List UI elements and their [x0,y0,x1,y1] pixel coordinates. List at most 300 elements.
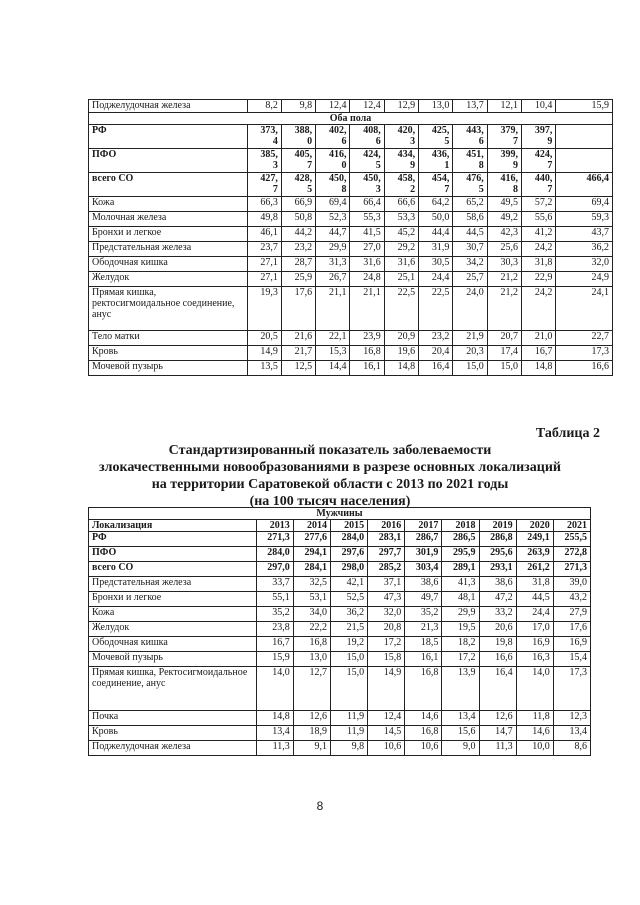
value-cell: 25,1 [384,272,418,287]
value-cell: 261,2 [516,562,553,577]
table-row [89,212,613,227]
column-header-cell: 2015 [330,520,367,532]
value-cell: 295,9 [442,547,479,562]
table-row [89,652,591,667]
value-cell: 27,9 [553,607,590,622]
value-cell: 24,4 [516,607,553,622]
table-row [89,272,613,287]
value-cell: 458, 2 [384,173,418,197]
value-cell: 31,6 [350,257,384,272]
value-cell: 14,8 [256,711,293,726]
value-cell: 20,3 [453,346,487,361]
value-cell: 379, 7 [487,125,521,149]
value-cell: 18,2 [442,637,479,652]
value-cell: 13,0 [293,652,330,667]
table-row [89,197,613,212]
value-cell: 283,1 [368,532,405,547]
value-cell: 32,0 [556,257,613,272]
value-cell: 8,2 [247,100,281,113]
value-cell: 425, 5 [419,125,453,149]
table-row [89,532,591,547]
row-label-cell: Предстательная железа [89,577,257,592]
value-cell: 35,2 [256,607,293,622]
column-header-cell: 2019 [479,520,516,532]
value-cell: 65,2 [453,197,487,212]
value-cell: 66,6 [384,197,418,212]
value-cell: 24,1 [556,287,613,331]
value-cell: 263,9 [516,547,553,562]
value-cell: 31,9 [419,242,453,257]
row-label-cell: Предстательная железа [89,242,248,257]
value-cell: 284,1 [293,562,330,577]
value-cell: 44,4 [419,227,453,242]
value-cell: 45,2 [384,227,418,242]
value-cell: 466,4 [556,173,613,197]
value-cell: 33,2 [479,607,516,622]
value-cell: 285,2 [368,562,405,577]
table-2-body [89,508,591,756]
value-cell: 49,8 [247,212,281,227]
value-cell: 49,5 [487,197,521,212]
value-cell: 14,9 [247,346,281,361]
value-cell: 21,0 [522,331,556,346]
section-header-row [89,508,591,520]
value-cell: 15,6 [442,726,479,741]
value-cell: 286,7 [405,532,442,547]
value-cell: 476, 5 [453,173,487,197]
table-row [89,257,613,272]
value-cell: 53,3 [384,212,418,227]
value-cell: 47,2 [479,592,516,607]
value-cell: 22,9 [522,272,556,287]
value-cell: 24,9 [556,272,613,287]
value-cell: 11,3 [479,741,516,756]
value-cell: 385, 3 [247,149,281,173]
column-header-cell: 2014 [293,520,330,532]
row-label-cell: РФ [89,532,257,547]
value-cell: 10,6 [368,741,405,756]
value-cell: 10,4 [522,100,556,113]
value-cell: 17,2 [368,637,405,652]
value-cell: 427, 7 [247,173,281,197]
value-cell: 17,0 [516,622,553,637]
value-cell: 69,4 [316,197,350,212]
value-cell: 17,6 [553,622,590,637]
value-cell: 16,6 [479,652,516,667]
value-cell: 44,7 [316,227,350,242]
value-cell: 44,2 [281,227,315,242]
value-cell: 28,7 [281,257,315,272]
value-cell: 16,7 [522,346,556,361]
value-cell: 436, 1 [419,149,453,173]
value-cell: 21,2 [487,287,521,331]
value-cell: 52,5 [330,592,367,607]
column-header-cell: 2020 [516,520,553,532]
value-cell: 16,6 [556,361,613,376]
value-cell: 21,9 [453,331,487,346]
row-label-cell: Прямая кишка, ректосигмоидальное соединение, анус [89,287,248,331]
value-cell: 454, 7 [419,173,453,197]
value-cell: 25,7 [453,272,487,287]
value-cell: 19,2 [330,637,367,652]
value-cell: 50,8 [281,212,315,227]
value-cell: 66,4 [350,197,384,212]
value-cell: 22,2 [293,622,330,637]
value-cell: 15,8 [368,652,405,667]
value-cell: 34,2 [453,257,487,272]
value-cell: 408, 6 [350,125,384,149]
value-cell: 16,9 [516,637,553,652]
value-cell: 29,2 [384,242,418,257]
table-continuation [88,99,613,376]
value-cell: 13,0 [419,100,453,113]
value-cell: 41,5 [350,227,384,242]
value-cell: 12,9 [384,100,418,113]
value-cell: 9,1 [293,741,330,756]
value-cell: 50,0 [419,212,453,227]
value-cell: 17,6 [281,287,315,331]
value-cell: 12,6 [479,711,516,726]
value-cell: 15,0 [453,361,487,376]
value-cell: 12,4 [368,711,405,726]
value-cell: 19,5 [442,622,479,637]
value-cell: 14,7 [479,726,516,741]
row-label-cell: Кожа [89,197,248,212]
value-cell: 38,6 [405,577,442,592]
value-cell: 19,6 [384,346,418,361]
value-cell: 14,8 [522,361,556,376]
value-cell: 295,6 [479,547,516,562]
table-caption [60,425,600,510]
row-label-cell: Поджелудочная железа [89,100,248,113]
value-cell: 388, 0 [281,125,315,149]
value-cell: 284,0 [256,547,293,562]
value-cell: 17,4 [487,346,521,361]
value-cell: 16,7 [256,637,293,652]
section-header-row [89,113,613,125]
row-label-cell: ПФО [89,547,257,562]
value-cell: 18,9 [293,726,330,741]
value-cell: 13,9 [442,667,479,711]
value-cell: 49,2 [487,212,521,227]
table-header-row [89,520,591,532]
table-row [89,607,591,622]
row-label-cell: Бронхи и легкое [89,227,248,242]
table-row [89,667,591,711]
value-cell: 12,4 [350,100,384,113]
value-cell: 57,2 [522,197,556,212]
table-row [89,149,613,173]
value-cell: 23,2 [281,242,315,257]
value-cell: 16,4 [419,361,453,376]
value-cell: 22,5 [419,287,453,331]
value-cell: 8,6 [553,741,590,756]
value-cell: 27,0 [350,242,384,257]
value-cell: 399, 9 [487,149,521,173]
value-cell: 14,8 [384,361,418,376]
value-cell: 16,1 [405,652,442,667]
value-cell: 14,0 [256,667,293,711]
value-cell: 298,0 [330,562,367,577]
value-cell: 297,6 [330,547,367,562]
table-number: Таблица 2 [535,426,600,441]
column-header-cell: 2017 [405,520,442,532]
column-header-cell: 2018 [442,520,479,532]
value-cell: 297,7 [368,547,405,562]
row-label-cell: Кожа [89,607,257,622]
value-cell: 44,5 [453,227,487,242]
row-label-cell: Ободочная кишка [89,637,257,652]
value-cell: 21,6 [281,331,315,346]
table-row [89,711,591,726]
value-cell: 416, 8 [487,173,521,197]
row-label-cell: Поджелудочная железа [89,741,257,756]
value-cell: 16,8 [293,637,330,652]
table-row [89,346,613,361]
value-cell: 15,3 [316,346,350,361]
row-label-cell: РФ [89,125,248,149]
value-cell: 16,8 [405,667,442,711]
column-header-cell: 2013 [256,520,293,532]
value-cell [556,149,613,173]
value-cell: 10,6 [405,741,442,756]
table-row [89,577,591,592]
value-cell: 24,8 [350,272,384,287]
table-row [89,242,613,257]
value-cell: 16,8 [405,726,442,741]
value-cell: 14,9 [368,667,405,711]
value-cell: 22,5 [384,287,418,331]
value-cell: 13,4 [256,726,293,741]
value-cell: 59,3 [556,212,613,227]
value-cell: 16,4 [479,667,516,711]
value-cell: 42,3 [487,227,521,242]
table-row [89,100,613,113]
value-cell: 31,3 [316,257,350,272]
value-cell: 20,4 [419,346,453,361]
section-header-cell: Оба пола [89,113,613,125]
column-header-cell: Локализация [89,520,257,532]
value-cell: 424, 7 [522,149,556,173]
value-cell: 21,7 [281,346,315,361]
value-cell: 434, 9 [384,149,418,173]
value-cell: 20,9 [384,331,418,346]
value-cell: 21,5 [330,622,367,637]
value-cell: 12,6 [293,711,330,726]
value-cell: 27,1 [247,257,281,272]
value-cell: 15,0 [330,667,367,711]
value-cell: 11,9 [330,711,367,726]
value-cell: 11,9 [330,726,367,741]
row-label-cell: Бронхи и легкое [89,592,257,607]
value-cell: 31,8 [516,577,553,592]
row-label-cell: Мочевой пузырь [89,652,257,667]
value-cell: 11,3 [256,741,293,756]
row-label-cell: ПФО [89,149,248,173]
value-cell: 19,3 [247,287,281,331]
value-cell: 30,7 [453,242,487,257]
value-cell: 24,2 [522,287,556,331]
value-cell: 66,3 [247,197,281,212]
value-cell: 271,3 [256,532,293,547]
value-cell: 12,4 [316,100,350,113]
value-cell: 20,8 [368,622,405,637]
table-row [89,622,591,637]
value-cell: 42,1 [330,577,367,592]
table-row [89,227,613,242]
column-header-cell: 2021 [553,520,590,532]
value-cell: 420, 3 [384,125,418,149]
value-cell: 19,8 [479,637,516,652]
value-cell: 29,9 [442,607,479,622]
value-cell: 17,3 [553,667,590,711]
value-cell: 20,5 [247,331,281,346]
table-row [89,287,613,331]
value-cell: 21,3 [405,622,442,637]
value-cell: 14,6 [405,711,442,726]
value-cell: 14,6 [516,726,553,741]
value-cell: 286,5 [442,532,479,547]
value-cell: 24,2 [522,242,556,257]
value-cell: 397, 9 [522,125,556,149]
value-cell: 49,7 [405,592,442,607]
value-cell: 402, 6 [316,125,350,149]
value-cell: 23,7 [247,242,281,257]
value-cell: 13,7 [453,100,487,113]
value-cell: 14,5 [368,726,405,741]
value-cell: 20,6 [479,622,516,637]
value-cell: 35,2 [405,607,442,622]
value-cell: 451, 8 [453,149,487,173]
value-cell: 46,1 [247,227,281,242]
value-cell: 249,1 [516,532,553,547]
value-cell: 23,9 [350,331,384,346]
column-header-cell: 2016 [368,520,405,532]
value-cell: 15,4 [553,652,590,667]
value-cell: 440, 7 [522,173,556,197]
table-title-line: злокачественными новообразованиями в разрезе основных локализаций [99,460,561,475]
value-cell: 53,1 [293,592,330,607]
value-cell: 48,1 [442,592,479,607]
value-cell: 43,7 [556,227,613,242]
row-label-cell: Кровь [89,726,257,741]
row-label-cell: всего СО [89,562,257,577]
page-number: 8 [316,799,324,813]
value-cell: 15,0 [487,361,521,376]
table-title-line: на территории Саратовекой области с 2013 по 2021 годы [151,477,509,492]
table-row [89,547,591,562]
value-cell: 52,3 [316,212,350,227]
value-cell: 12,3 [553,711,590,726]
table-row [89,173,613,197]
value-cell: 21,2 [487,272,521,287]
value-cell: 272,8 [553,547,590,562]
value-cell: 13,5 [247,361,281,376]
table-title-line: (на 100 тысяч населения) [249,494,411,509]
value-cell [556,125,613,149]
value-cell: 16,1 [350,361,384,376]
value-cell: 443, 6 [453,125,487,149]
value-cell: 33,7 [256,577,293,592]
value-cell: 37,1 [368,577,405,592]
value-cell: 12,5 [281,361,315,376]
value-cell: 41,3 [442,577,479,592]
value-cell: 9,0 [442,741,479,756]
value-cell: 289,1 [442,562,479,577]
value-cell: 41,2 [522,227,556,242]
row-label-cell: Прямая кишка, Ректосигмоидальное соединение, анус [89,667,257,711]
value-cell: 301,9 [405,547,442,562]
value-cell: 294,1 [293,547,330,562]
value-cell: 44,5 [516,592,553,607]
value-cell: 16,9 [553,637,590,652]
value-cell: 373, 4 [247,125,281,149]
value-cell: 9,8 [281,100,315,113]
value-cell: 32,0 [368,607,405,622]
value-cell: 297,0 [256,562,293,577]
table-row [89,331,613,346]
table-continuation-body [89,100,613,376]
value-cell: 30,5 [419,257,453,272]
value-cell: 24,0 [453,287,487,331]
value-cell: 12,7 [293,667,330,711]
row-label-cell: Желудок [89,272,248,287]
value-cell: 277,6 [293,532,330,547]
section-header-cell: Мужчины [89,508,591,520]
value-cell: 428, 5 [281,173,315,197]
value-cell: 17,3 [556,346,613,361]
value-cell: 11,8 [516,711,553,726]
table-row [89,125,613,149]
value-cell: 26,7 [316,272,350,287]
value-cell: 69,4 [556,197,613,212]
value-cell: 39,0 [553,577,590,592]
value-cell: 32,5 [293,577,330,592]
value-cell: 36,2 [556,242,613,257]
value-cell: 43,2 [553,592,590,607]
value-cell: 13,4 [442,711,479,726]
table-row [89,562,591,577]
value-cell: 38,6 [479,577,516,592]
value-cell: 16,3 [516,652,553,667]
value-cell: 23,8 [256,622,293,637]
value-cell: 12,1 [487,100,521,113]
value-cell: 255,5 [553,532,590,547]
value-cell: 15,9 [556,100,613,113]
value-cell: 21,1 [350,287,384,331]
row-label-cell: всего СО [89,173,248,197]
value-cell: 25,6 [487,242,521,257]
value-cell: 25,9 [281,272,315,287]
value-cell: 303,4 [405,562,442,577]
table-title-line: Стандартизированный показатель заболеваемости [168,443,492,458]
value-cell: 64,2 [419,197,453,212]
value-cell: 22,7 [556,331,613,346]
value-cell: 14,0 [516,667,553,711]
value-cell: 21,1 [316,287,350,331]
value-cell: 23,2 [419,331,453,346]
value-cell: 16,8 [350,346,384,361]
value-cell: 55,1 [256,592,293,607]
row-label-cell: Мочевой пузырь [89,361,248,376]
value-cell: 405, 7 [281,149,315,173]
value-cell: 293,1 [479,562,516,577]
value-cell: 29,9 [316,242,350,257]
table-row [89,361,613,376]
value-cell: 284,0 [330,532,367,547]
table-2 [88,507,591,756]
table-row [89,726,591,741]
